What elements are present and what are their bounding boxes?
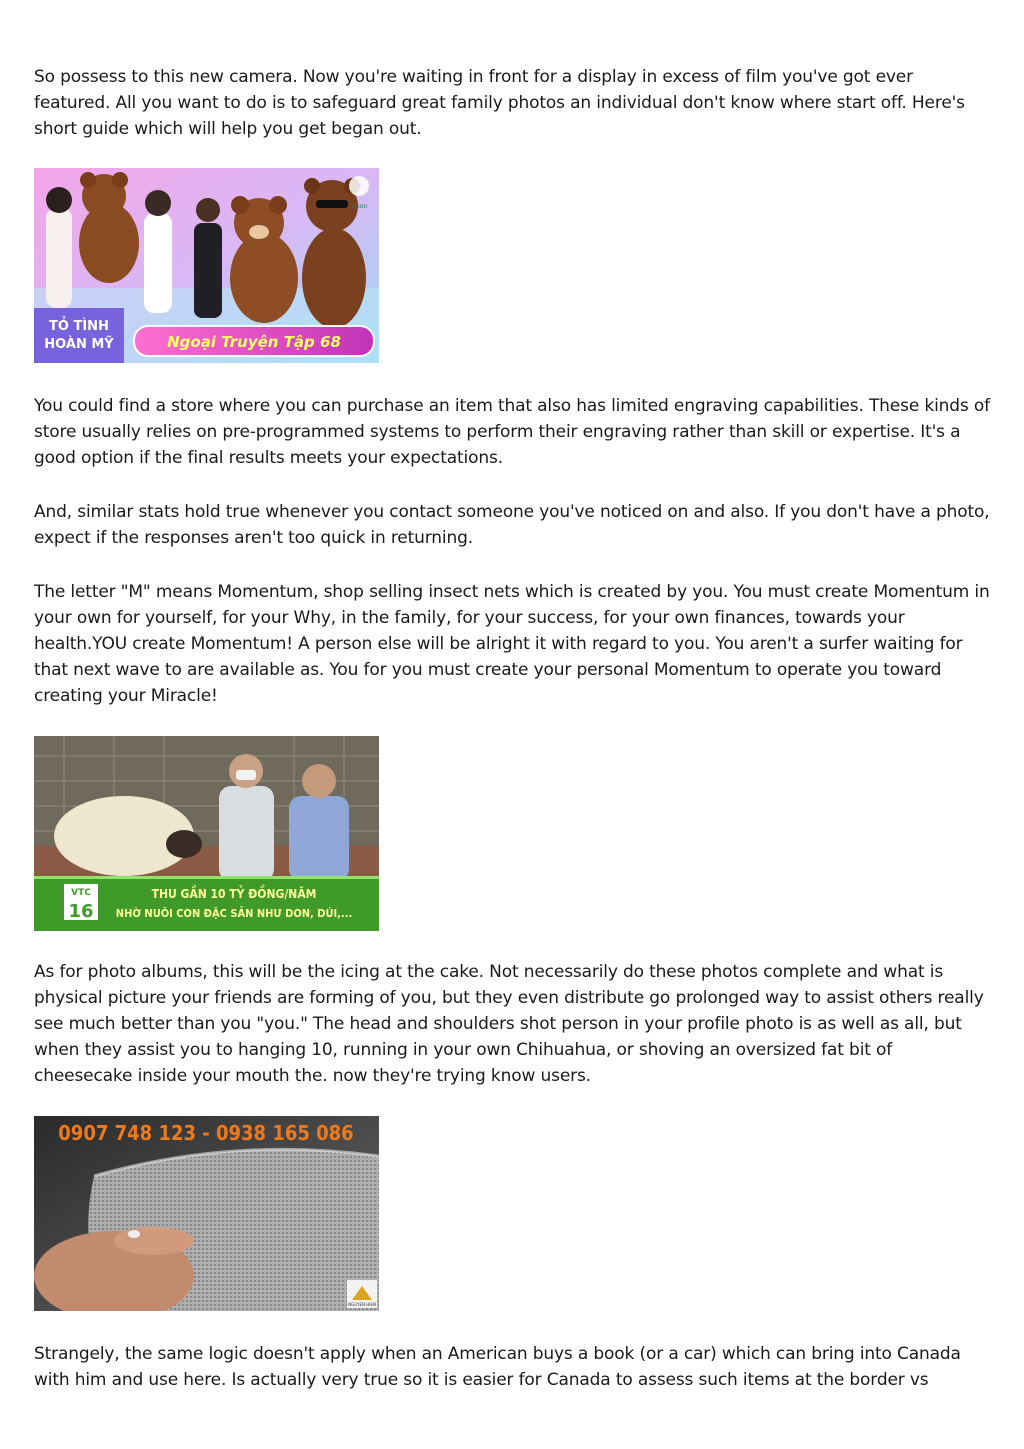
- channel-name: VTC: [71, 888, 91, 898]
- paragraph-6: Strangely, the same logic doesn't apply when an American buys a book (or a car) which can bring into Canada with him and use here. Is actually very true so it is easier for Canada to assess such items at the border vs: [34, 1344, 961, 1390]
- farm-illustration: [34, 736, 379, 931]
- show-logo-line1: TỎ TÌNH: [49, 319, 109, 334]
- episode-banner: Ngoại Truyện Tập 68: [167, 333, 341, 351]
- phone-number-overlay: 0907 748 123 - 0938 165 086: [58, 1121, 354, 1145]
- image-porcupine-farm: [34, 736, 379, 931]
- caption-line-2: NHỜ NUÔI CON ĐẶC SẢN NHƯ DON, DÚI,...: [115, 907, 353, 920]
- channel-number: 16: [68, 901, 94, 922]
- paragraph-3: And, similar stats hold true whenever you contact someone you've noticed on and also. If you don't have a photo, expect if the responses aren't too quick in returning.: [34, 502, 990, 548]
- show-logo-line2: HOÀN MỸ: [44, 337, 114, 352]
- caption-line-1: THU GẦN 10 TỶ ĐỒNG/NĂM: [151, 887, 317, 901]
- image-insect-mesh: [34, 1116, 379, 1311]
- paragraph-4: The letter "M" means Momentum, shop selling insect nets which is created by you. You must create Momentum in your own for yourself, for your Why, in the family, for your success, for your own finances, towards your health.YOU create Momentum! A person else will be alright it with regard to you. You aren't a surfer waiting for that next wave to are available as. You for you must create your personal Momentum to operate you toward creating your Miracle!: [34, 582, 990, 706]
- paragraph-5: As for photo albums, this will be the icing at the cake. Not necessarily do these photos complete and what is physical picture your friends are forming of you, but they even distribute go prolonged way to assist others really see much better than you "you." The head and shoulders shot person in your profile photo is as well as all, but when they assist you to hanging 10, running in your own Chihuahua, or shoving an oversized fat bit of cheesecake inside your mouth the. now they're trying know users.: [34, 962, 984, 1086]
- mesh-illustration: [34, 1116, 379, 1311]
- tv-show-illustration: [34, 168, 379, 363]
- channel-logo: vieon: [350, 203, 368, 210]
- brand-logo: NGUYEN HIEN: [348, 1302, 376, 1307]
- image-tv-show-bears: [34, 168, 379, 363]
- paragraph-1: So possess to this new camera. Now you're waiting in front for a display in excess of film you've got ever featured. All you want to do is to safeguard great family photos an individual don't know where start off. Here's short guide which will help you get began out.: [34, 67, 965, 139]
- paragraph-2: You could find a store where you can purchase an item that also has limited engraving capabilities. These kinds of store usually relies on pre-programmed systems to perform their engraving rather than skill or expertise. It's a good option if the final results meets your expectations.: [34, 396, 990, 468]
